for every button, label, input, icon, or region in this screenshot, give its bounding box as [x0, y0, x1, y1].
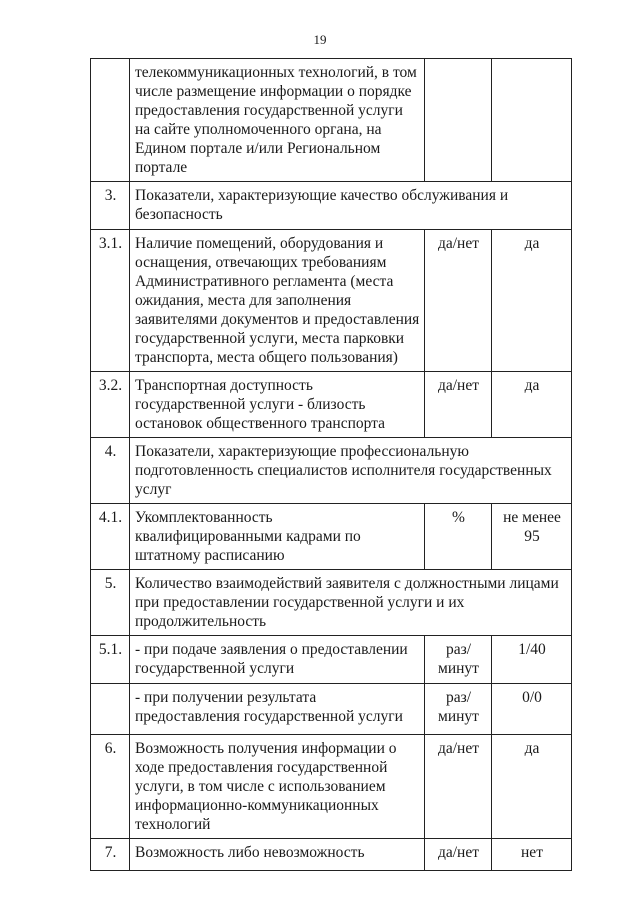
- indicator-text: - при подаче заявления о предоставлении государственной услуги: [130, 636, 425, 684]
- row-number: 7.: [91, 839, 130, 871]
- indicator-text: - при получении результата предоставления государственной услуги: [130, 684, 425, 735]
- table-row: [91, 59, 572, 182]
- value-cell: [492, 59, 572, 182]
- value-cell: да: [492, 230, 572, 372]
- value-cell: нет: [492, 839, 572, 871]
- row-number: 3.2.: [91, 372, 130, 438]
- unit-cell: да/нет: [425, 735, 492, 839]
- section-row: [91, 570, 572, 636]
- table-row: [91, 372, 572, 438]
- table-row: [91, 504, 572, 570]
- row-number: 5.: [91, 570, 130, 636]
- page-number: 19: [313, 32, 327, 47]
- indicator-text: Укомплектованность квалифицированными кадрами по штатному расписанию: [130, 504, 425, 570]
- indicator-text: Транспортная доступность государственной услуги - близость остановок общественного транспорта: [130, 372, 425, 438]
- section-row: [91, 182, 572, 230]
- indicator-text: Возможность либо невозможность: [130, 839, 425, 871]
- unit-cell: да/нет: [425, 839, 492, 871]
- unit-cell: да/нет: [425, 372, 492, 438]
- value-cell: да: [492, 372, 572, 438]
- row-number: 4.1.: [91, 504, 130, 570]
- indicator-text: телекоммуникационных технологий, в том числе размещение информации о порядке предоставления государственной услуги на сайте уполномоченного органа, на Едином портале и/или Региональном портале: [130, 59, 425, 182]
- unit-cell: раз/минут: [425, 636, 492, 684]
- value-cell: 0/0: [492, 684, 572, 735]
- row-number: 3.: [91, 182, 130, 230]
- section-heading: Показатели, характеризующие профессиональную подготовленность специалистов исполнителя государственных услуг: [130, 438, 572, 504]
- table-row: [91, 230, 572, 372]
- row-number: [91, 59, 130, 182]
- table-row: [91, 839, 572, 871]
- value-cell: не менее 95: [492, 504, 572, 570]
- row-number: 6.: [91, 735, 130, 839]
- value-cell: да: [492, 735, 572, 839]
- unit-cell: [425, 59, 492, 182]
- row-number: 3.1.: [91, 230, 130, 372]
- section-row: [91, 438, 572, 504]
- indicator-text: Возможность получения информации о ходе предоставления государственной услуги, в том числе с использованием информационно-коммуникационных технологий: [130, 735, 425, 839]
- table-row: [91, 684, 572, 735]
- row-number: [91, 684, 130, 735]
- value-cell: 1/40: [492, 636, 572, 684]
- indicator-text: Наличие помещений, оборудования и оснащения, отвечающих требованиям Административного регламента (места ожидания, места для заполнения заявителями документов и предоставления государственной услуги, места парковки транспорта, места общего пользования): [130, 230, 425, 372]
- unit-cell: раз/минут: [425, 684, 492, 735]
- section-heading: Показатели, характеризующие качество обслуживания и безопасность: [130, 182, 572, 230]
- row-number: 4.: [91, 438, 130, 504]
- section-heading: Количество взаимодействий заявителя с должностными лицами при предоставлении государственной услуги и их продолжительность: [130, 570, 572, 636]
- table-row: [91, 636, 572, 684]
- indicators-table: [90, 58, 572, 871]
- unit-cell: %: [425, 504, 492, 570]
- table-row: [91, 735, 572, 839]
- unit-cell: да/нет: [425, 230, 492, 372]
- row-number: 5.1.: [91, 636, 130, 684]
